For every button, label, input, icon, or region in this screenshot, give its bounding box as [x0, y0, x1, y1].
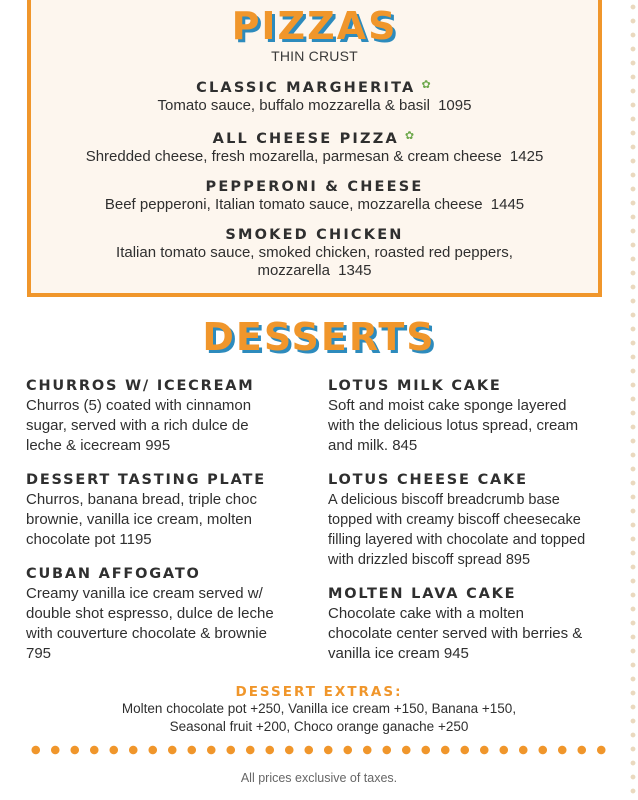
dessert-desc-line: topped with creamy biscoff cheesecake	[328, 512, 581, 528]
pizza-price: 1445	[490, 196, 525, 213]
pizza-item	[31, 127, 598, 166]
pizza-desc: mozzarella	[257, 262, 330, 279]
dessert-desc-line: Churros (5) coated with cinnamon	[26, 397, 252, 414]
pizza-price: 1425	[509, 148, 544, 165]
dessert-desc-line: double shot espresso, dulce de leche	[26, 605, 274, 622]
dessert-desc-line: with the delicious lotus spread, cream	[328, 417, 579, 434]
dessert-name: LOTUS MILK CAKE	[328, 378, 502, 394]
dessert-desc-line: Creamy vanilla ice cream served w/	[26, 585, 263, 602]
dessert-item	[26, 470, 311, 550]
dessert-item	[328, 584, 618, 664]
dessert-column-right	[328, 376, 618, 678]
dessert-desc-line: Chocolate cake with a molten	[328, 605, 524, 622]
dessert-name: LOTUS CHEESE CAKE	[328, 472, 528, 488]
pizza-name: PEPPERONI & CHEESE	[205, 179, 424, 195]
dessert-column-left	[26, 376, 311, 678]
pizza-price: 1095	[438, 97, 472, 114]
pizza-section	[27, 0, 602, 297]
pizza-name: CLASSIC MARGHERITA	[196, 80, 416, 96]
dessert-extras	[0, 684, 638, 736]
dessert-desc-line: vanilla ice cream 945	[328, 645, 469, 662]
leaf-icon: ✿	[404, 129, 417, 142]
leaf-icon: ✿	[421, 78, 433, 91]
dessert-desc-line: and milk. 845	[328, 437, 418, 454]
pizza-item	[31, 226, 598, 280]
tax-note: All prices exclusive of taxes.	[240, 771, 398, 785]
dessert-item	[26, 564, 311, 664]
pizza-name: SMOKED CHICKEN	[225, 227, 404, 243]
dessert-desc-line: sugar, served with a rich dulce de	[26, 417, 249, 434]
dessert-name: CHURROS W/ ICECREAM	[26, 378, 255, 394]
pizza-price: 1345	[338, 262, 372, 279]
pizza-item	[31, 178, 598, 214]
dessert-desc-line: leche & icecream 995	[26, 437, 171, 454]
dessert-desc-line: chocolate pot 1195	[26, 531, 152, 548]
dessert-desc-line: brownie, vanilla ice cream, molten	[26, 511, 252, 528]
dessert-heading: DESSERTS	[202, 315, 436, 359]
dessert-item	[328, 376, 618, 456]
dessert-name: DESSERT TASTING PLATE	[26, 472, 266, 488]
dotted-divider	[26, 745, 612, 755]
dessert-desc-line: A delicious biscoff breadcrumb base	[328, 492, 560, 508]
dessert-desc-line: Churros, banana bread, triple choc	[26, 491, 257, 508]
pizza-desc: Shredded cheese, fresh mozarella, parmesan & cream cheese	[85, 148, 502, 165]
edge-dot-trim	[630, 0, 636, 800]
pizza-item	[31, 76, 598, 115]
pizza-heading: PIZZAS	[231, 4, 398, 48]
pizza-name: ALL CHEESE PIZZA	[212, 131, 399, 147]
extras-heading: DESSERT EXTRAS:	[235, 684, 403, 700]
dessert-desc-line: Soft and moist cake sponge layered	[328, 397, 567, 414]
dessert-name: MOLTEN LAVA CAKE	[328, 586, 517, 602]
dessert-desc-line: filling layered with chocolate and topped	[328, 532, 586, 548]
pizza-desc: Beef pepperoni, Italian tomato sauce, mozzarella cheese	[104, 196, 483, 213]
dessert-desc-line: 795	[26, 645, 52, 662]
dessert-desc-line: chocolate center served with berries &	[328, 625, 583, 642]
extras-line: Molten chocolate pot +250, Vanilla ice cream +150, Banana +150,	[121, 701, 517, 716]
pizza-subheading: THIN CRUST	[271, 48, 358, 64]
extras-line: Seasonal fruit +200, Choco orange ganache +250	[169, 719, 469, 734]
dessert-desc-line: with couverture chocolate & brownie	[26, 625, 267, 642]
dessert-item	[26, 376, 311, 456]
pizza-desc: Italian tomato sauce, smoked chicken, roasted red peppers,	[116, 244, 513, 261]
dessert-item	[328, 470, 618, 570]
dessert-desc-line: with drizzled biscoff spread 895	[328, 552, 531, 568]
pizza-desc: Tomato sauce, buffalo mozzarella & basil	[157, 97, 430, 114]
dessert-name: CUBAN AFFOGATO	[26, 566, 201, 582]
